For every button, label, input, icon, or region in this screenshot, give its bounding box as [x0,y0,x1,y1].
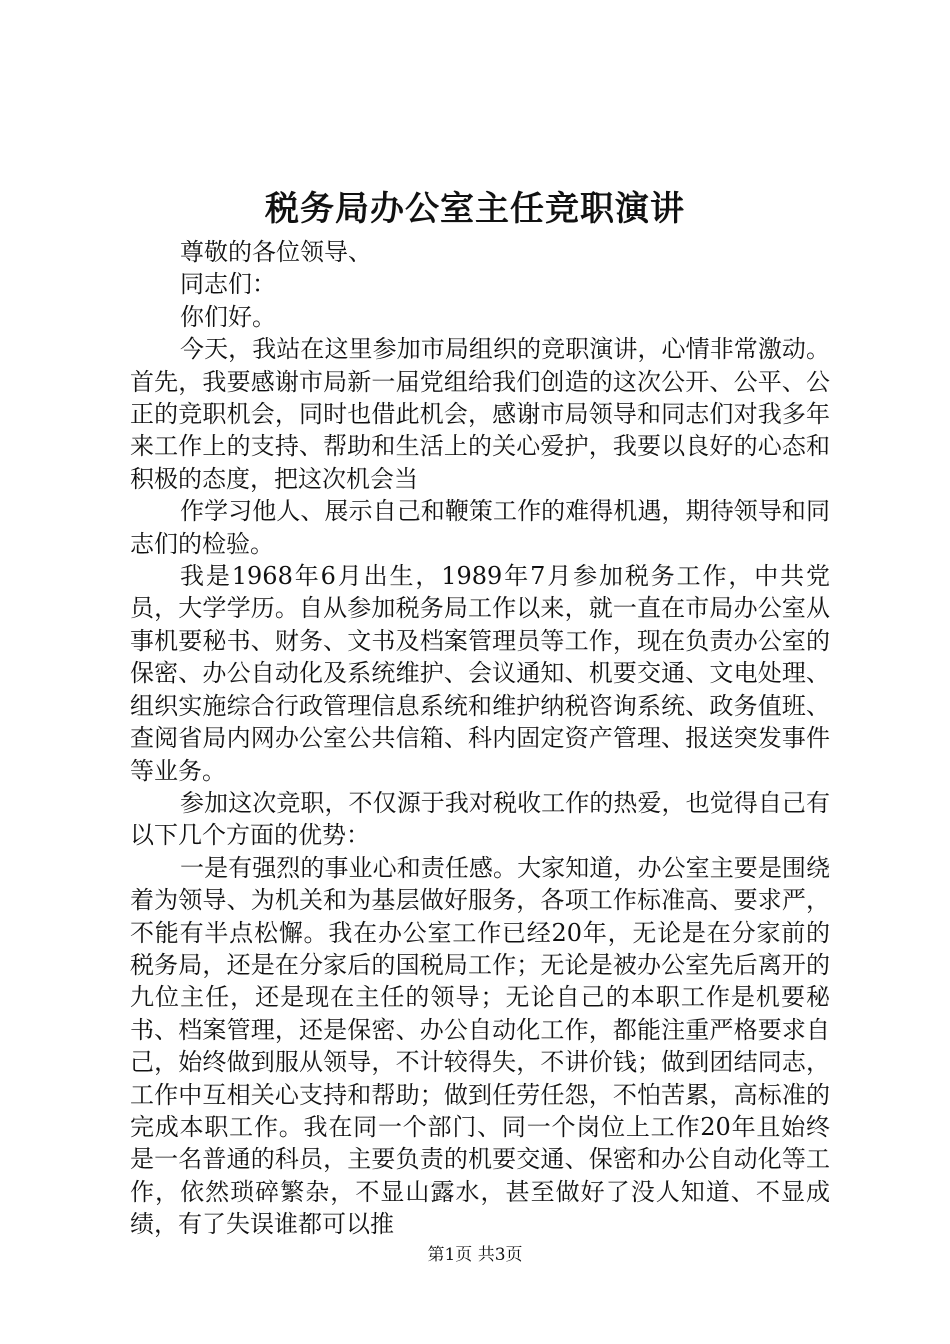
salutation-comrades: 同志们： [180,270,276,299]
document-body [130,236,830,1241]
greeting: 你们好。 [180,302,276,331]
paragraph-advantage-one: 一是有强烈的事业心和责任感。大家知道，办公室主要是围绕着为领导、为机关和为基层做好服务，各项工作标准高、要求严，不能有半点松懈。我在办公室工作已经20年，无论是在分家前的税务局，还是在分家后的国税局工作；无论是被办公室先后离开的九位主任，还是现在主任的领导；无论自己的本职工作是机要秘书、档案管理，还是保密、办公自动化工作，都能注重严格要求自己，始终做到服从领导，不计较得失，不讲价钱；做到团结同志，工作中互相关心支持和帮助；做到任劳任怨，不怕苦累，高标准的完成本职工作。我在同一个部门、同一个岗位上工作20年且始终是一名普通的科员，主要负责的机要交通、保密和办公自动化等工作，依然琐碎繁杂，不显山露水，甚至做好了没人知道、不显成绩，有了失误谁都可以推 [130,853,830,1239]
paragraph-opening-continued: 作学习他人、展示自己和鞭策工作的难得机遇，期待领导和同志们的检验。 [130,497,830,558]
paragraph-advantages-intro: 参加这次竞职，不仅源于我对税收工作的热爱，也觉得自己有以下几个方面的优势： [130,788,830,850]
paragraph-opening: 今天，我站在这里参加市局组织的竞职演讲，心情非常激动。首先，我要感谢市局新一届党组给我们创造的这次公开、公平、公正的竞职机会，同时也借此机会，感谢市局领导和同志们对我多年来工作上的支持、帮助和生活上的关心爱护，我要以良好的心态和积极的态度，把这次机会当 [130,335,830,493]
page-footer: 第1页 共3页 [427,1245,523,1265]
paragraph-background: 我是1968年6月出生，1989年7月参加税务工作，中共党员，大学学历。自从参加税务局工作以来，就一直在市局办公室从事机要秘书、财务、文书及档案管理员等工作，现在负责办公室的保密、办公自动化及系统维护、会议通知、机要交通、文电处理、组织实施综合行政管理信息系统和维护纳税咨询系统、政务值班、查阅省局内网办公室公共信箱、科内固定资产管理、报送突发事件等业务。 [130,562,830,785]
salutation-leaders: 尊敬的各位领导、 [180,238,372,266]
document-title: 税务局办公室主任竞职演讲 [265,189,685,229]
